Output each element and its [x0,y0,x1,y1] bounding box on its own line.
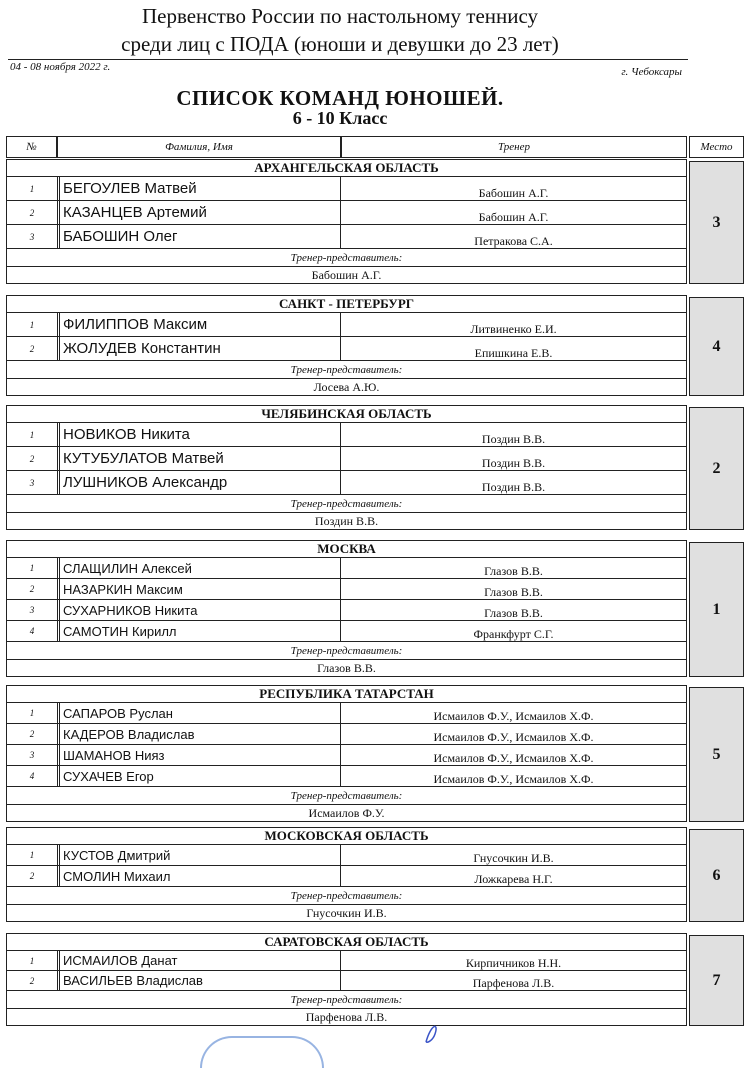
player-name: ИСМАИЛОВ Данат [59,951,341,970]
player-coach: Литвиненко Е.И. [470,322,557,336]
representative-name: Глазов В.В. [6,660,687,677]
team-place: 4 [689,297,744,396]
header-coach: Тренер [341,136,687,158]
player-coach: Поздин В.В. [481,432,546,446]
player-name: ШАМАНОВ Нияз [59,745,341,765]
team-region: МОСКВА [6,540,687,558]
player-coach: Бабошин А.Г. [478,186,549,200]
player-row [6,337,687,361]
player-name: СЛАЩИЛИН Алексей [59,558,341,578]
player-row [6,201,687,225]
player-row [6,447,687,471]
player-name: ФИЛИППОВ Максим [59,313,341,336]
header-name: Фамилия, Имя [57,136,341,158]
player-coach: Петракова С.А. [474,234,553,248]
player-number: 1 [7,951,58,970]
player-row [6,766,687,787]
header-place: Место [689,136,744,158]
player-number: 2 [7,579,58,599]
document-subtitle: среди лиц с ПОДА (юноши и девушки до 23 лет) [121,32,559,56]
team-region: САНКТ - ПЕТЕРБУРГ [6,295,687,313]
team-block [6,405,744,530]
player-number: 2 [7,971,58,990]
player-number: 4 [7,766,58,786]
player-number: 1 [7,845,58,865]
player-name: СУХАЧЕВ Егор [59,766,341,786]
representative-label: Тренер-представитель: [6,642,687,660]
signature-mark [423,1022,441,1044]
player-row [6,313,687,337]
class-title: 6 - 10 Класс [292,108,388,128]
player-coach: Кирпичников Н.Н. [465,956,562,970]
team-block [6,685,744,822]
player-row [6,845,687,866]
player-row [6,579,687,600]
player-number: 3 [7,600,58,620]
team-region: АРХАНГЕЛЬСКАЯ ОБЛАСТЬ [6,159,687,177]
representative-label: Тренер-представитель: [6,991,687,1009]
player-row [6,724,687,745]
player-name: ВАСИЛЬЕВ Владислав [59,971,341,990]
player-number: 1 [7,313,58,336]
team-block [6,295,744,396]
player-number: 2 [7,724,58,744]
player-name: КУСТОВ Дмитрий [59,845,341,865]
player-name: ЖОЛУДЕВ Константин [59,337,341,360]
player-coach: Поздин В.В. [481,456,546,470]
player-name: КАДЕРОВ Владислав [59,724,341,744]
player-name: ЛУШНИКОВ Александр [59,471,341,494]
player-coach: Епишкина Е.В. [474,346,553,360]
representative-label: Тренер-представитель: [6,495,687,513]
stamp-mark [200,1036,324,1068]
player-coach: Глазов В.В. [484,585,543,599]
player-number: 3 [7,225,58,248]
team-place: 6 [689,829,744,922]
player-coach: Гнусочкин И.В. [473,851,554,865]
player-coach: Бабошин А.Г. [478,210,549,224]
team-region: ЧЕЛЯБИНСКАЯ ОБЛАСТЬ [6,405,687,423]
event-city: г. Чебоксары [621,66,682,78]
team-place: 3 [689,161,744,284]
player-name: СМОЛИН Михаил [59,866,341,886]
player-row [6,703,687,724]
player-coach: Ложкарева Н.Г. [474,872,553,886]
player-number: 2 [7,337,58,360]
team-place: 1 [689,542,744,677]
team-region: РЕСПУБЛИКА ТАТАРСТАН [6,685,687,703]
header-number: № [6,136,57,158]
team-place: 2 [689,407,744,530]
player-name: СУХАРНИКОВ Никита [59,600,341,620]
team-block [6,159,744,284]
team-place: 5 [689,687,744,822]
player-number: 1 [7,423,58,446]
document-title: Первенство России по настольному теннису [141,4,539,28]
representative-label: Тренер-представитель: [6,887,687,905]
player-row [6,177,687,201]
event-dates: 04 - 08 ноября 2022 г. [10,61,111,73]
player-row [6,951,687,971]
player-coach: Глазов В.В. [484,564,543,578]
player-row [6,558,687,579]
player-row [6,745,687,766]
team-region: САРАТОВСКАЯ ОБЛАСТЬ [6,933,687,951]
player-number: 3 [7,471,58,494]
player-row [6,225,687,249]
player-number: 1 [7,703,58,723]
player-coach: Глазов В.В. [484,606,543,620]
player-coach: Поздин В.В. [481,480,546,494]
representative-name: Бабошин А.Г. [6,267,687,284]
player-row [6,866,687,887]
representative-name: Исмаилов Ф.У. [6,805,687,822]
representative-name: Гнусочкин И.В. [6,905,687,922]
player-name: КУТУБУЛАТОВ Матвей [59,447,341,470]
player-row [6,971,687,991]
player-row [6,423,687,447]
player-coach: Франкфурт С.Г. [473,627,554,641]
player-row [6,621,687,642]
player-coach: Исмаилов Ф.У., Исмаилов Х.Ф. [433,772,594,786]
player-number: 1 [7,558,58,578]
team-block [6,540,744,677]
team-region: МОСКОВСКАЯ ОБЛАСТЬ [6,827,687,845]
team-place: 7 [689,935,744,1026]
player-name: САПАРОВ Руслан [59,703,341,723]
player-coach: Парфенова Л.В. [472,976,555,990]
team-block [6,933,744,1026]
player-name: БЕГОУЛЕВ Матвей [59,177,341,200]
player-name: НАЗАРКИН Максим [59,579,341,599]
team-block [6,827,744,922]
player-coach: Исмаилов Ф.У., Исмаилов Х.Ф. [433,751,594,765]
player-name: НОВИКОВ Никита [59,423,341,446]
representative-name: Лосева А.Ю. [6,379,687,396]
representative-label: Тренер-представитель: [6,249,687,267]
teams-table [6,136,744,1044]
title-divider [8,59,688,60]
player-number: 3 [7,745,58,765]
player-number: 4 [7,621,58,641]
player-name: КАЗАНЦЕВ Артемий [59,201,341,224]
player-number: 1 [7,177,58,200]
representative-name: Парфенова Л.В. [6,1009,687,1026]
player-number: 2 [7,866,58,886]
player-row [6,471,687,495]
player-number: 2 [7,201,58,224]
player-name: САМОТИН Кирилл [59,621,341,641]
player-coach: Исмаилов Ф.У., Исмаилов Х.Ф. [433,730,594,744]
player-row [6,600,687,621]
player-number: 2 [7,447,58,470]
representative-name: Поздин В.В. [6,513,687,530]
player-coach: Исмаилов Ф.У., Исмаилов Х.Ф. [433,709,594,723]
player-name: БАБОШИН Олег [59,225,341,248]
list-title: СПИСОК КОМАНД ЮНОШЕЙ. [176,86,504,110]
representative-label: Тренер-представитель: [6,787,687,805]
representative-label: Тренер-представитель: [6,361,687,379]
